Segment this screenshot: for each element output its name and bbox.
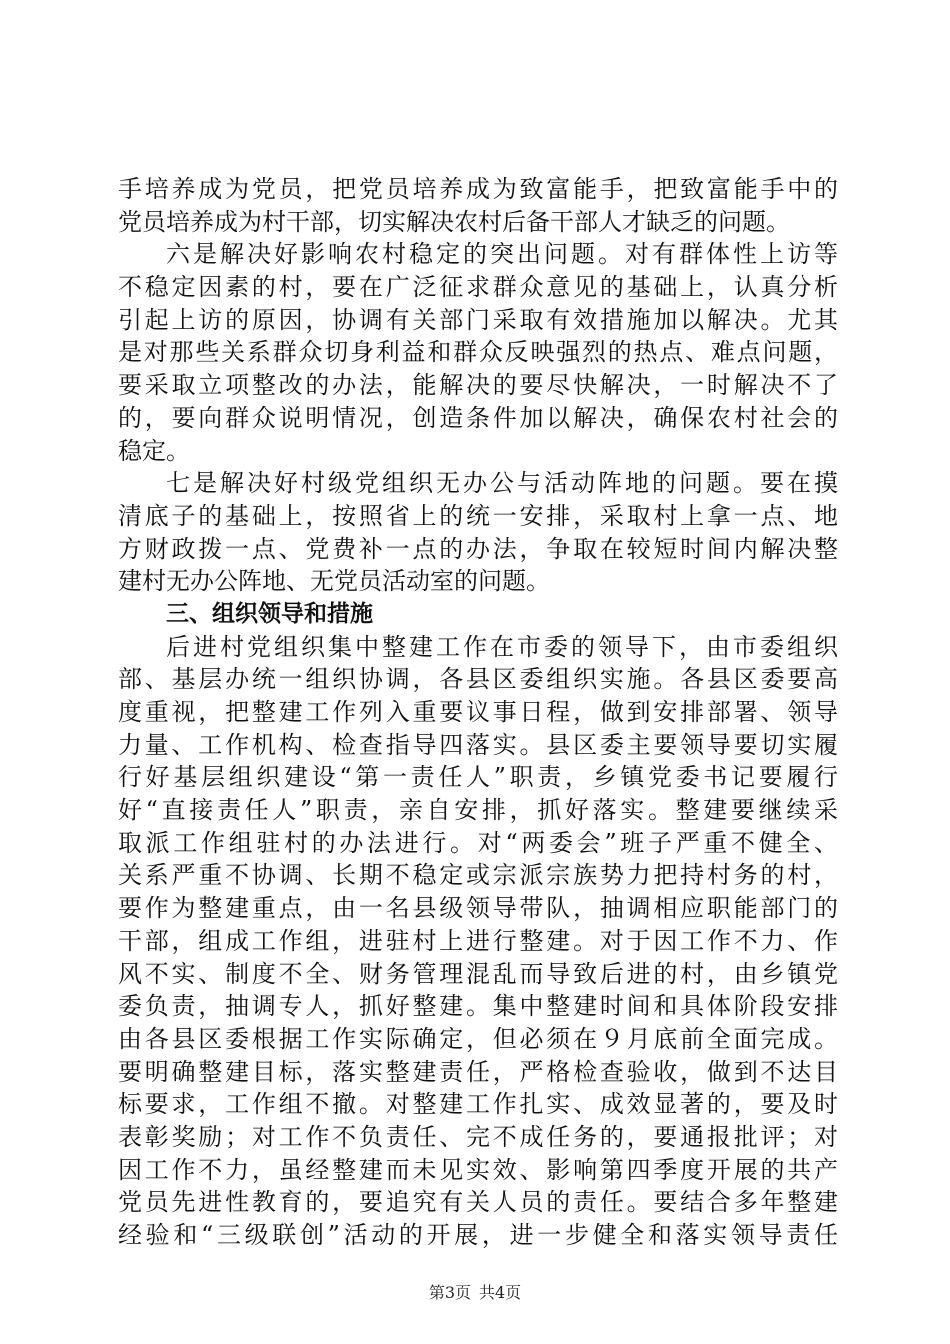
body-text-line: 委负责，抽调专人，抓好整建。集中整建时间和具体阶段安排 bbox=[118, 992, 838, 1021]
body-text-line: 力量、工作机构、检查指导四落实。县区委主要领导要切实履 bbox=[118, 730, 838, 759]
body-text-line: 后进村党组织集中整建工作在市委的领导下，由市委组织 bbox=[166, 632, 838, 661]
body-text-line: 手培养成为党员，把党员培养成为致富能手，把致富能手中的 bbox=[118, 175, 838, 203]
body-text-line: 方财政拨一点、党费补一点的办法，争取在较短时间内解决整 bbox=[118, 534, 838, 563]
body-text-line: 清底子的基础上，按照省上的统一安排，采取村上拿一点、地 bbox=[118, 501, 838, 530]
body-text-line: 建村无办公阵地、无党员活动室的问题。 bbox=[118, 567, 550, 596]
body-text-line: 引起上访的原因，协调有关部门采取有效措施加以解决。尤其 bbox=[118, 305, 838, 334]
body-text-line: 经验和“三级联创”活动的开展，进一步健全和落实领导责任 bbox=[118, 1221, 838, 1249]
body-text-line: 标要求，工作组不撤。对整建工作扎实、成效显著的，要及时 bbox=[118, 1090, 838, 1119]
body-text-line: 要明确整建目标，落实整建责任，严格检查验收，做到不达目 bbox=[118, 1057, 838, 1086]
body-text-line: 六是解决好影响农村稳定的突出问题。对有群体性上访等 bbox=[166, 240, 838, 269]
body-text-line: 关系严重不协调、长期不稳定或宗派宗族势力把持村务的村， bbox=[118, 861, 838, 890]
body-text-line: 部、基层办统一组织协调，各县区委组织实施。各县区委要高 bbox=[118, 665, 838, 694]
body-text-line: 要采取立项整改的办法，能解决的要尽快解决，一时解决不了 bbox=[118, 371, 838, 400]
body-text-line: 取派工作组驻村的办法进行。对“两委会”班子严重不健全、 bbox=[118, 828, 838, 857]
body-text-line: 因工作不力，虽经整建而未见实效、影响第四季度开展的共产 bbox=[118, 1155, 838, 1184]
page-footer bbox=[0, 1280, 950, 1303]
body-text-line: 好“直接责任人”职责，亲自安排，抓好落实。整建要继续采 bbox=[118, 796, 838, 825]
body-text-line: 是对那些关系群众切身利益和群众反映强烈的热点、难点问题， bbox=[118, 338, 838, 367]
section-heading: 三、组织领导和措施 bbox=[166, 600, 373, 627]
body-text-line: 度重视，把整建工作列入重要议事日程，做到安排部署、领导 bbox=[118, 698, 838, 726]
body-text-line: 党员培养成为村干部，切实解决农村后备干部人才缺乏的问题。 bbox=[118, 207, 790, 236]
body-text-line: 风不实、制度不全、财务管理混乱而导致后进的村，由乡镇党 bbox=[118, 959, 838, 988]
body-text-line: 党员先进性教育的，要追究有关人员的责任。要结合多年整建 bbox=[118, 1188, 838, 1217]
body-text-line: 由各县区委根据工作实际确定，但必须在９月底前全面完成。 bbox=[118, 1024, 838, 1053]
body-text-line: 的，要向群众说明情况，创造条件加以解决，确保农村社会的 bbox=[118, 403, 838, 432]
body-text-line: 表彰奖励；对工作不负责任、完不成任务的，要通报批评；对 bbox=[118, 1122, 838, 1151]
body-text-line: 要作为整建重点，由一名县级领导带队，抽调相应职能部门的 bbox=[118, 894, 838, 923]
body-text-line: 行好基层组织建设“第一责任人”职责，乡镇党委书记要履行 bbox=[118, 763, 838, 792]
body-text-line: 七是解决好村级党组织无办公与活动阵地的问题。要在摸 bbox=[166, 469, 838, 498]
body-text-line: 不稳定因素的村，要在广泛征求群众意见的基础上，认真分析 bbox=[118, 273, 838, 302]
body-text-line: 稳定。 bbox=[118, 436, 190, 465]
page-number: 第3页 bbox=[428, 1283, 471, 1302]
body-text-line: 干部，组成工作组，进驻村上进行整建。对于因工作不力、作 bbox=[118, 926, 838, 955]
document-body bbox=[118, 173, 838, 1252]
page-total: 共4页 bbox=[479, 1283, 522, 1302]
